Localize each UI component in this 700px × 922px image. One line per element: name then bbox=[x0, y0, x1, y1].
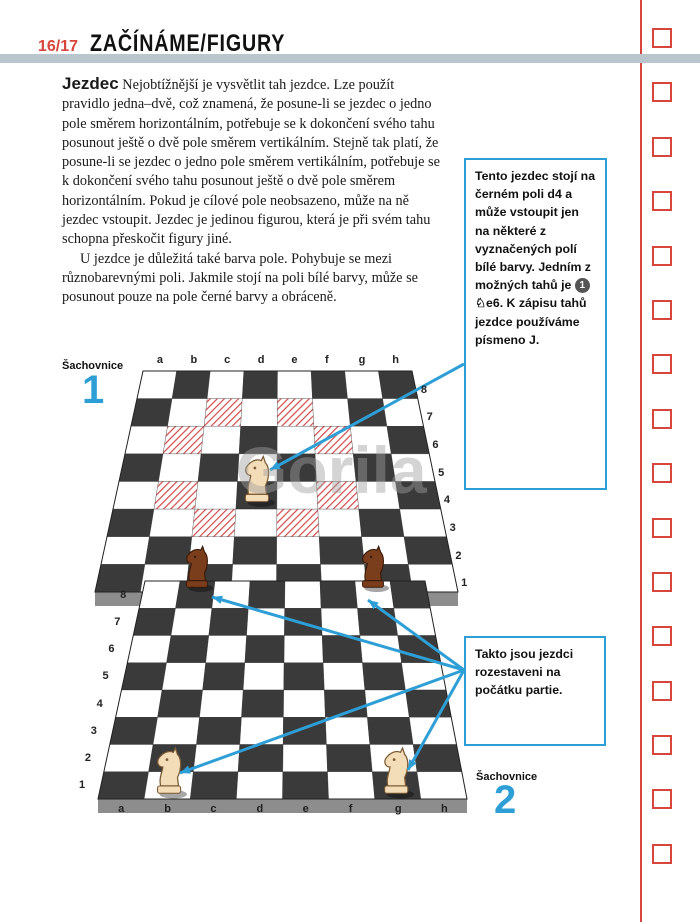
board-2-file-label: h bbox=[440, 803, 448, 815]
board-square bbox=[193, 745, 239, 772]
board-square bbox=[145, 537, 192, 565]
board-square bbox=[204, 399, 242, 427]
board-2-rank-label: 1 bbox=[78, 779, 86, 792]
board-square bbox=[149, 509, 195, 537]
board-square bbox=[277, 482, 318, 510]
board-2-file-label: e bbox=[302, 803, 309, 815]
board-1-rank-label: 5 bbox=[438, 466, 445, 479]
board-1-rank-label: 6 bbox=[432, 439, 439, 452]
board-1-rank-label: 7 bbox=[426, 411, 433, 424]
board-square bbox=[359, 509, 404, 537]
callout-starting-position: Takto jsou jezdci rozestaveni na počátku partie. bbox=[464, 636, 606, 746]
board-square bbox=[283, 690, 325, 717]
board-square bbox=[348, 399, 387, 427]
board-square bbox=[240, 717, 284, 744]
board-square bbox=[367, 717, 413, 744]
board-square bbox=[137, 371, 177, 399]
board-square bbox=[311, 371, 347, 399]
board-square bbox=[101, 537, 149, 565]
board-square bbox=[396, 482, 441, 510]
board-2-rank-label: 7 bbox=[114, 615, 121, 628]
board-1-file-label: h bbox=[392, 354, 399, 366]
board-square bbox=[98, 772, 149, 799]
term-heading: Jezdec bbox=[62, 74, 119, 93]
board-1-rank-label: 1 bbox=[461, 577, 468, 590]
board-square bbox=[113, 482, 159, 510]
board-2-file-label: g bbox=[394, 803, 402, 815]
board-1-rank-label: 2 bbox=[455, 549, 462, 562]
board-square bbox=[119, 454, 163, 482]
board-square bbox=[200, 690, 244, 717]
board-square bbox=[131, 399, 172, 427]
board-square bbox=[236, 772, 282, 799]
board-1-file-label: b bbox=[190, 354, 198, 366]
board-square bbox=[312, 399, 350, 427]
board-square bbox=[277, 509, 319, 537]
callout-1-text-after: e6. K zápisu tahů jezdce používáme písmeno J. bbox=[475, 296, 587, 347]
page-number: 16/17 bbox=[38, 38, 79, 55]
board-1 bbox=[95, 371, 458, 606]
board-2-file-label: a bbox=[118, 803, 125, 815]
board-square bbox=[241, 399, 278, 427]
board-2-rank-label: 8 bbox=[120, 588, 127, 601]
board-square bbox=[391, 454, 435, 482]
board-1-rank-label: 8 bbox=[420, 383, 427, 396]
callout-knight-moves bbox=[464, 158, 607, 490]
board-2-rank-label: 6 bbox=[108, 643, 115, 656]
board-square bbox=[284, 608, 322, 635]
board-1-label: Šachovnice bbox=[62, 360, 124, 372]
board-square bbox=[163, 426, 204, 454]
board-square bbox=[409, 717, 456, 744]
board-square bbox=[234, 509, 277, 537]
watermark: Gorila bbox=[236, 433, 427, 507]
board-square bbox=[345, 371, 383, 399]
board-square bbox=[172, 371, 210, 399]
move-number-badge: 1 bbox=[575, 278, 590, 293]
board-square bbox=[110, 717, 158, 744]
board-square bbox=[196, 717, 241, 744]
board-2-rank-label: 2 bbox=[84, 752, 91, 765]
board-square bbox=[248, 581, 285, 608]
board-square bbox=[159, 454, 202, 482]
board-square bbox=[284, 636, 323, 663]
callout-1-text-before: Tento jezdec stojí na černém poli d4 a může vstoupit jen na některé z vyznačených polí bílé barvy. Jedním z možných tahů je bbox=[475, 169, 596, 293]
board-2-file-label: d bbox=[256, 803, 264, 815]
board-square bbox=[362, 663, 405, 690]
board-square bbox=[314, 426, 353, 454]
board-square bbox=[353, 454, 395, 482]
board-square bbox=[171, 608, 212, 635]
board-square bbox=[233, 537, 277, 565]
board-square bbox=[116, 690, 162, 717]
board-square bbox=[383, 399, 424, 427]
board-1-file-label: f bbox=[324, 354, 329, 366]
board-square bbox=[277, 371, 312, 399]
board-1-file-label: e bbox=[291, 354, 298, 366]
board-1-rank-label: 3 bbox=[449, 521, 456, 534]
board-square bbox=[107, 509, 154, 537]
board-square bbox=[207, 371, 244, 399]
board-1-number: 1 bbox=[82, 368, 105, 412]
board-2-file-label: b bbox=[164, 803, 171, 815]
board-square bbox=[277, 399, 314, 427]
board-square bbox=[283, 772, 329, 799]
board-square bbox=[283, 745, 328, 772]
board-square bbox=[356, 482, 400, 510]
board-1-file-label: a bbox=[156, 354, 163, 366]
board-square bbox=[390, 581, 430, 608]
board-square bbox=[400, 509, 447, 537]
board-square bbox=[122, 663, 167, 690]
board-square bbox=[104, 745, 153, 772]
board-square bbox=[350, 426, 391, 454]
board-square bbox=[326, 745, 372, 772]
board-square bbox=[158, 690, 203, 717]
board-1-file-label: d bbox=[257, 354, 265, 366]
board-square bbox=[195, 482, 238, 510]
board-2-number: 2 bbox=[494, 778, 517, 822]
board-2 bbox=[98, 546, 467, 813]
board-square bbox=[277, 454, 317, 482]
board-1-file-label: c bbox=[224, 354, 231, 366]
board-square bbox=[206, 636, 247, 663]
board-square bbox=[192, 509, 236, 537]
board-square bbox=[190, 772, 238, 799]
board-square bbox=[139, 581, 180, 608]
board-square bbox=[212, 581, 250, 608]
page-title: ZAČÍNÁME/FIGURY bbox=[90, 30, 286, 57]
board-square bbox=[168, 399, 208, 427]
board-square bbox=[241, 690, 283, 717]
board-square bbox=[239, 426, 277, 454]
board-square bbox=[167, 636, 209, 663]
board-square bbox=[209, 608, 248, 635]
board-square bbox=[320, 581, 357, 608]
board-square bbox=[133, 608, 175, 635]
board-square bbox=[378, 371, 417, 399]
board-square bbox=[417, 772, 467, 799]
board-square bbox=[162, 663, 206, 690]
board-square bbox=[317, 482, 359, 510]
paragraph-2: U jezdce je důležitá také barva pole. Pohybuje se mezi různobarevnými poli. Jakmile stojí na poli bílé barvy, může se posunout pouze na pole černé barvy a obráceně. bbox=[62, 250, 419, 306]
board-2-rank-label: 4 bbox=[96, 697, 103, 710]
board-square bbox=[284, 663, 325, 690]
board-1-rank-label: 4 bbox=[443, 494, 450, 507]
board-2-file-label: c bbox=[210, 803, 217, 815]
board-square bbox=[203, 663, 245, 690]
board-2-rank-label: 5 bbox=[102, 670, 109, 683]
board-square bbox=[325, 717, 369, 744]
knight-icon: ♘ bbox=[475, 296, 487, 311]
board-square bbox=[328, 772, 375, 799]
board-1-file-label: g bbox=[358, 354, 366, 366]
board-square bbox=[319, 537, 364, 565]
board-square bbox=[323, 663, 365, 690]
board-edge bbox=[98, 799, 467, 813]
board-square bbox=[315, 454, 356, 482]
board-square bbox=[153, 717, 199, 744]
board-square bbox=[404, 537, 452, 565]
board-2-file-label: f bbox=[348, 803, 353, 815]
board-square bbox=[242, 371, 277, 399]
board-square bbox=[201, 426, 241, 454]
board-2-rank-label: 3 bbox=[90, 724, 97, 737]
board-square bbox=[125, 426, 168, 454]
board-square bbox=[387, 426, 429, 454]
board-square bbox=[245, 636, 284, 663]
board-square bbox=[127, 636, 171, 663]
board-square bbox=[154, 482, 198, 510]
board-square bbox=[285, 581, 321, 608]
paragraph-1-text: Nejobtížnější je vysvětlit tah jezdce. Lze použít pravidlo jedna–dvě, což znamená, že posune-li se jezdec o jedno pole směrem horizontálním, potřebuje se k dokončení svého tahu posunout ještě o dvě pole směrem vertikálním. Stejně tak platí, že posune-li se jezdec o jedno pole směrem vertikálním, potřebuje se k dokončení svého tahu posunout ještě o dvě pole směrem horizontálním. Pokud je cílové pole neobsazeno, může na ně jezdec vstoupit. Jezdec je jedinou figurou, která je při svém tahu schopna přeskočit figury jiné. bbox=[62, 77, 440, 248]
board-2-label: Šachovnice bbox=[476, 771, 538, 783]
board-square bbox=[318, 509, 362, 537]
board-square bbox=[243, 663, 284, 690]
board-square bbox=[198, 454, 239, 482]
board-square bbox=[277, 537, 321, 565]
board-square bbox=[357, 608, 397, 635]
